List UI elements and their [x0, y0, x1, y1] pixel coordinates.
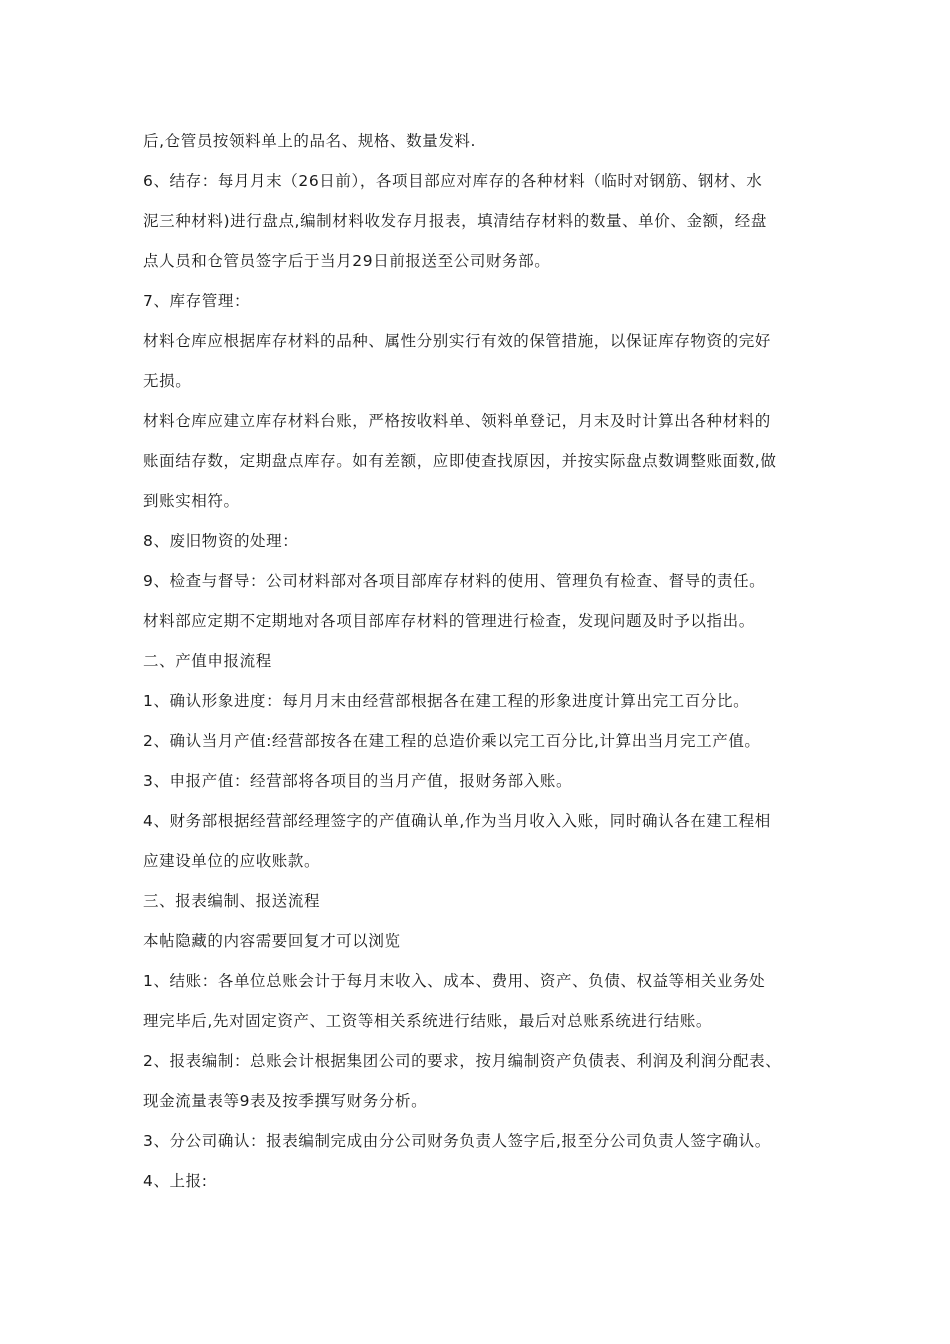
text-line: 3、申报产值：经营部将各项目的当月产值，报财务部入账。: [143, 772, 573, 790]
text-line: 1、确认形象进度：每月月末由经营部根据各在建工程的形象进度计算出完工百分比。: [143, 692, 750, 710]
text-line: 后,仓管员按领料单上的品名、规格、数量发料.: [143, 132, 477, 150]
chapter-heading: 二、产值申报流程: [143, 652, 272, 670]
text-line: 4、上报:: [143, 1172, 208, 1190]
text-line: 4、财务部根据经营部经理签字的产值确认单,作为当月收入入账，同时确认各在建工程相: [143, 812, 771, 830]
text-line: 泥三种材料)进行盘点,编制材料收发存月报表，填清结存材料的数量、单价、金额，经盘: [143, 212, 767, 230]
text-line: 6、结存：每月月末（26日前），各项目部应对库存的各种材料（临时对钢筋、钢材、水: [143, 172, 763, 190]
text-line: 到账实相符。: [143, 492, 240, 510]
text-line: 材料仓库应建立库存材料台账，严格按收料单、领料单登记，月末及时计算出各种材料的: [143, 412, 771, 430]
text-line: 现金流量表等9表及按季撰写财务分析。: [143, 1092, 428, 1110]
text-line: 材料部应定期不定期地对各项目部库存材料的管理进行检查，发现问题及时予以指出。: [143, 612, 755, 630]
hidden-content-notice: 本帖隐藏的内容需要回复才可以浏览: [143, 932, 401, 950]
document-body: [143, 126, 813, 1206]
section-heading: 8、废旧物资的处理：: [143, 532, 299, 550]
text-line: 账面结存数，定期盘点库存。如有差额，应即使查找原因，并按实际盘点数调整账面数,做: [143, 452, 777, 470]
chapter-heading: 三、报表编制、报送流程: [143, 892, 321, 910]
text-line: 点人员和仓管员签字后于当月29日前报送至公司财务部。: [143, 252, 551, 270]
text-line: 应建设单位的应收账款。: [143, 852, 321, 870]
text-line: 9、检查与督导：公司材料部对各项目部库存材料的使用、管理负有检查、督导的责任。: [143, 572, 766, 590]
text-line: 无损。: [143, 372, 192, 390]
text-line: 材料仓库应根据库存材料的品种、属性分别实行有效的保管措施，以保证库存物资的完好: [143, 332, 771, 350]
text-line: 3、分公司确认：报表编制完成由分公司财务负责人签字后,报至分公司负责人签字确认。: [143, 1132, 771, 1150]
text-line: 2、报表编制：总账会计根据集团公司的要求，按月编制资产负债表、利润及利润分配表、: [143, 1052, 782, 1070]
text-line: 理完毕后,先对固定资产、工资等相关系统进行结账，最后对总账系统进行结账。: [143, 1012, 713, 1030]
text-line: 2、确认当月产值:经营部按各在建工程的总造价乘以完工百分比,计算出当月完工产值。: [143, 732, 761, 750]
section-heading: 7、库存管理：: [143, 292, 251, 310]
text-line: 1、结账：各单位总账会计于每月末收入、成本、费用、资产、负债、权益等相关业务处: [143, 972, 766, 990]
